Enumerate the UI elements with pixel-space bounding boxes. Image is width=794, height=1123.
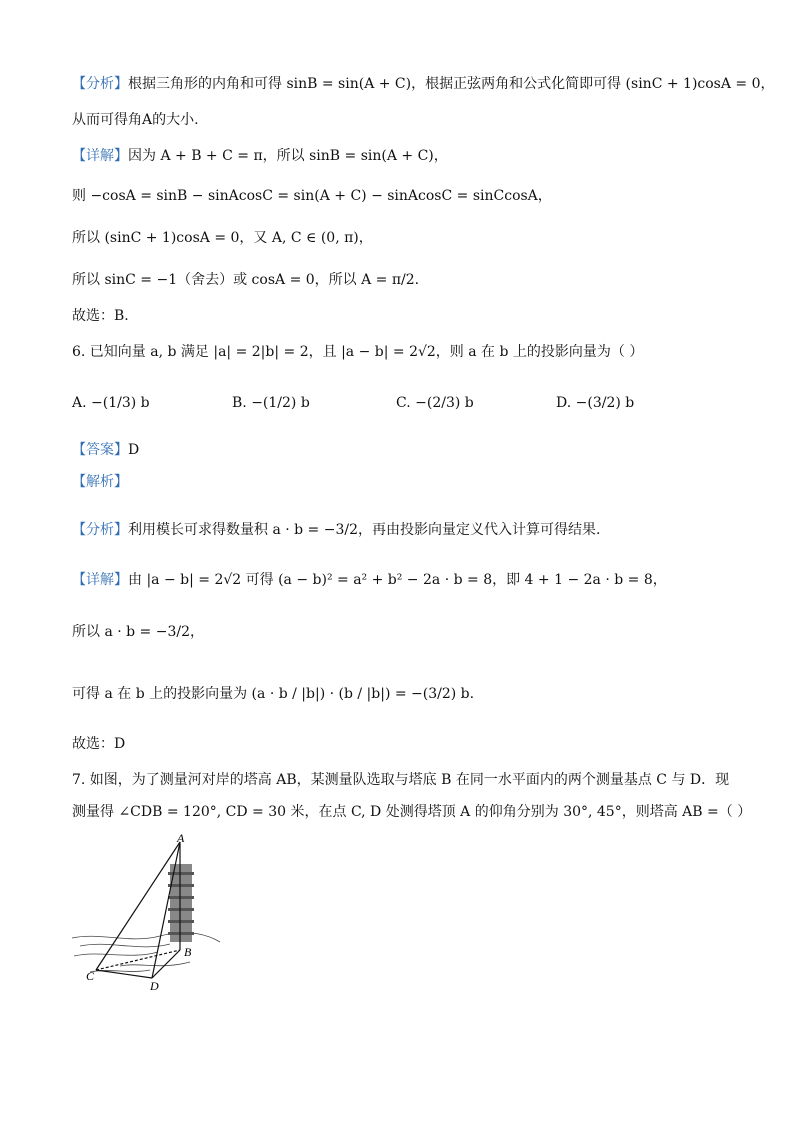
text: 所以 sinC = −1（舍去）或 cosA = 0，所以 A = π/2.: [72, 272, 420, 288]
text: 利用模长可求得数量积 a · b = −3/2，再由投影向量定义代入计算可得结果.: [128, 522, 601, 538]
analysis-line: [72, 74, 775, 94]
option-value: −(1/3) b: [91, 395, 150, 411]
tower: [168, 864, 194, 942]
detail-text: 因为 A + B + C = π，所以 sinB = sin(A + C)，: [128, 148, 448, 164]
question-7: [72, 770, 729, 790]
detail-line: [72, 146, 448, 166]
option-a: [72, 393, 150, 413]
answer-line: [72, 440, 139, 460]
text: 则 −cosA = sinB − sinAcosC = sin(A + C) − sinAcosC = sinCcosA，: [72, 188, 552, 204]
question-6: [72, 342, 643, 362]
triangle-lines: [96, 842, 180, 978]
option-d: [556, 393, 634, 413]
option-label: D.: [556, 395, 572, 411]
option-label: C.: [396, 395, 411, 411]
text: 所以 a · b = −3/2，: [72, 624, 205, 640]
detail-line-5: [72, 570, 667, 590]
option-label: B.: [232, 395, 247, 411]
detail-line-3: [72, 228, 373, 248]
text: 所以 (sinC + 1)cosA = 0，又 A, C ∈ (0, π)，: [72, 230, 373, 246]
option-value: −(2/3) b: [415, 395, 474, 411]
detail-tag: 【详解】: [72, 572, 128, 588]
text: 可得 a 在 b 上的投影向量为 (a · b / |b|) · (b / |b|) = −(3/2) b.: [72, 686, 475, 702]
answer-text: D: [128, 442, 140, 458]
analysis-header: [72, 472, 128, 492]
detail-line-6: [72, 622, 204, 642]
answer-tag: 【答案】: [72, 442, 128, 458]
analysis-line-2: [72, 520, 600, 540]
text: 故选：D: [72, 736, 126, 752]
analysis-continuation: [72, 110, 199, 130]
choice-line-2: [72, 734, 125, 754]
analysis-header-tag: 【解析】: [72, 474, 128, 490]
question-text: 7. 如图，为了测量河对岸的塔高 AB，某测量队选取与塔底 B 在同一水平面内的两个测量基点 C 与 D．现: [72, 772, 730, 788]
analysis-tag: 【分析】: [72, 76, 128, 92]
label-d: D: [150, 979, 159, 992]
text: 从而可得角A的大小.: [72, 112, 199, 128]
label-c: C: [86, 969, 95, 983]
tower-figure: [70, 832, 230, 992]
question-text: 测量得 ∠CDB = 120°, CD = 30 米，在点 C, D 处测得塔顶 A 的仰角分别为 30°, 45°，则塔高 AB =（ ）: [72, 804, 752, 820]
option-b: [232, 393, 310, 413]
analysis-text: 根据三角形的内角和可得 sinB = sin(A + C)，根据正弦两角和公式化简即可得 (sinC + 1)cosA = 0，: [128, 76, 775, 92]
analysis-tag: 【分析】: [72, 522, 128, 538]
option-value: −(3/2) b: [575, 395, 635, 411]
question-text: 6. 已知向量 a, b 满足 |a| = 2|b| = 2，且 |a − b| = 2√2，则 a 在 b 上的投影向量为（ ）: [72, 344, 644, 360]
detail-tag: 【详解】: [72, 148, 128, 164]
detail-line-4: [72, 270, 419, 290]
option-value: −(1/2) b: [251, 395, 310, 411]
question-7-cont: [72, 802, 751, 822]
label-a: A: [177, 832, 185, 845]
label-b: B: [184, 945, 192, 959]
text: 故选：B.: [72, 308, 129, 324]
detail-line-7: [72, 684, 474, 704]
detail-line-2: [72, 186, 552, 206]
water-lines: [72, 933, 220, 972]
text: 由 |a − b| = 2√2 可得 (a − b)² = a² + b² − 2a · b = 8，即 4 + 1 − 2a · b = 8，: [128, 572, 667, 588]
choice-line: [72, 306, 129, 326]
option-c: [396, 393, 474, 413]
option-label: A.: [72, 395, 87, 411]
